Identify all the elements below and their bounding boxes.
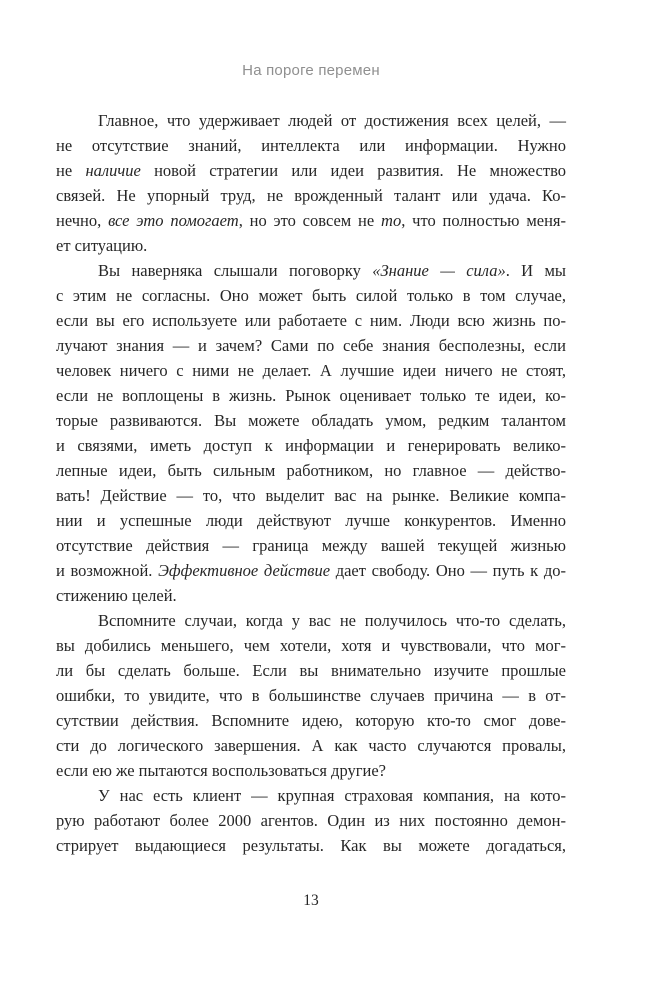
text-run: если вы его используете или работаете с ним. Люди всю жизнь по-: [56, 311, 566, 330]
text-run: сти до логического завершения. А как часто случаются провалы,: [56, 736, 566, 755]
text-run: Главное, что удерживает людей от достижения всех целей, —: [98, 111, 566, 130]
text-line: [56, 733, 566, 758]
text-run: сутствии действия. Вспомните идею, которую кто-то смог дове-: [56, 711, 566, 730]
text-run: . И мы: [505, 261, 566, 280]
text-run: стижению целей.: [56, 586, 177, 605]
text-line: [56, 183, 566, 208]
text-line: [56, 658, 566, 683]
text-line: [56, 783, 566, 808]
text-run: нии и успешные люди действуют лучше конкурентов. Именно: [56, 511, 566, 530]
italic-text-run: Эффективное действие: [158, 561, 331, 580]
text-run: с этим не согласны. Оно может быть силой только в том случае,: [56, 286, 566, 305]
text-run: Вы наверняка слышали поговорку: [98, 261, 373, 280]
text-line: [56, 583, 566, 608]
text-run: человек ничего с ними не делает. А лучшие идеи ничего не стоят,: [56, 361, 566, 380]
text-run: лучают знания — и зачем? Сами по себе знания бесполезны, если: [56, 336, 566, 355]
text-line: [56, 833, 566, 858]
running-head: На пороге перемен: [242, 62, 380, 79]
text-line: [56, 508, 566, 533]
text-run: ошибки, то увидите, что в большинстве случаев причина — в от-: [56, 686, 566, 705]
text-line: [56, 308, 566, 333]
text-block: [56, 108, 566, 858]
text-line: [56, 283, 566, 308]
text-run: и возможной.: [56, 561, 159, 580]
text-run: рую работают более 2000 агентов. Один из них постоянно демон-: [56, 811, 566, 830]
text-run: , но это совсем не: [238, 211, 382, 230]
text-run: и связями, иметь доступ к информации и генерировать велико-: [56, 436, 566, 455]
text-run: ет ситуацию.: [56, 236, 148, 255]
text-line: [56, 608, 566, 633]
text-line: [56, 458, 566, 483]
text-line: [56, 208, 566, 233]
italic-text-run: то: [381, 211, 402, 230]
text-line: [56, 683, 566, 708]
text-line: [56, 333, 566, 358]
text-line: [56, 383, 566, 408]
text-run: вать! Действие — то, что выделит вас на рынке. Великие компа-: [56, 486, 566, 505]
text-run: нечно,: [56, 211, 109, 230]
text-line: [56, 483, 566, 508]
text-run: , что полностью меня-: [401, 211, 567, 230]
text-run: связей. Не упорный труд, не врожденный талант или удача. Ко-: [56, 186, 566, 205]
text-run: вы добились меньшего, чем хотели, хотя и чувствовали, что мог-: [56, 636, 566, 655]
text-line: [56, 108, 566, 133]
italic-text-run: все это помогает: [108, 211, 239, 230]
text-line: [56, 633, 566, 658]
text-run: Вспомните случаи, когда у вас не получилось что-то сделать,: [98, 611, 566, 630]
text-line: [56, 758, 566, 783]
text-run: стрирует выдающиеся результаты. Как вы можете догадаться,: [56, 836, 566, 855]
text-run: У нас есть клиент — крупная страховая компания, на кото-: [98, 786, 566, 805]
page-number: 13: [303, 892, 319, 909]
text-line: [56, 408, 566, 433]
text-run: отсутствие действия — граница между вашей текущей жизнью: [56, 536, 566, 555]
text-line: [56, 233, 566, 258]
text-run: торые развиваются. Вы можете обладать умом, редким талантом: [56, 411, 566, 430]
text-line: [56, 158, 566, 183]
text-line: [56, 533, 566, 558]
text-line: [56, 258, 566, 283]
text-line: [56, 433, 566, 458]
text-run: не отсутствие знаний, интеллекта или информации. Нужно: [56, 136, 566, 155]
text-run: если ею же пытаются воспользоваться другие?: [56, 761, 386, 780]
text-run: ли бы сделать больше. Если вы внимательно изучите прошлые: [56, 661, 566, 680]
text-line: [56, 708, 566, 733]
text-run: новой стратегии или идеи развития. Не множество: [140, 161, 566, 180]
text-line: [56, 133, 566, 158]
text-run: не: [56, 161, 86, 180]
text-line: [56, 558, 566, 583]
text-line: [56, 808, 566, 833]
text-run: лепные идеи, быть сильным работником, но главное — действо-: [56, 461, 566, 480]
text-run: дает свободу. Оно — путь к до-: [330, 561, 566, 580]
italic-text-run: наличие: [85, 161, 141, 180]
text-line: [56, 358, 566, 383]
text-run: если не воплощены в жизнь. Рынок оценивает только те идеи, ко-: [56, 386, 566, 405]
italic-text-run: «Знание — сила»: [372, 261, 506, 280]
